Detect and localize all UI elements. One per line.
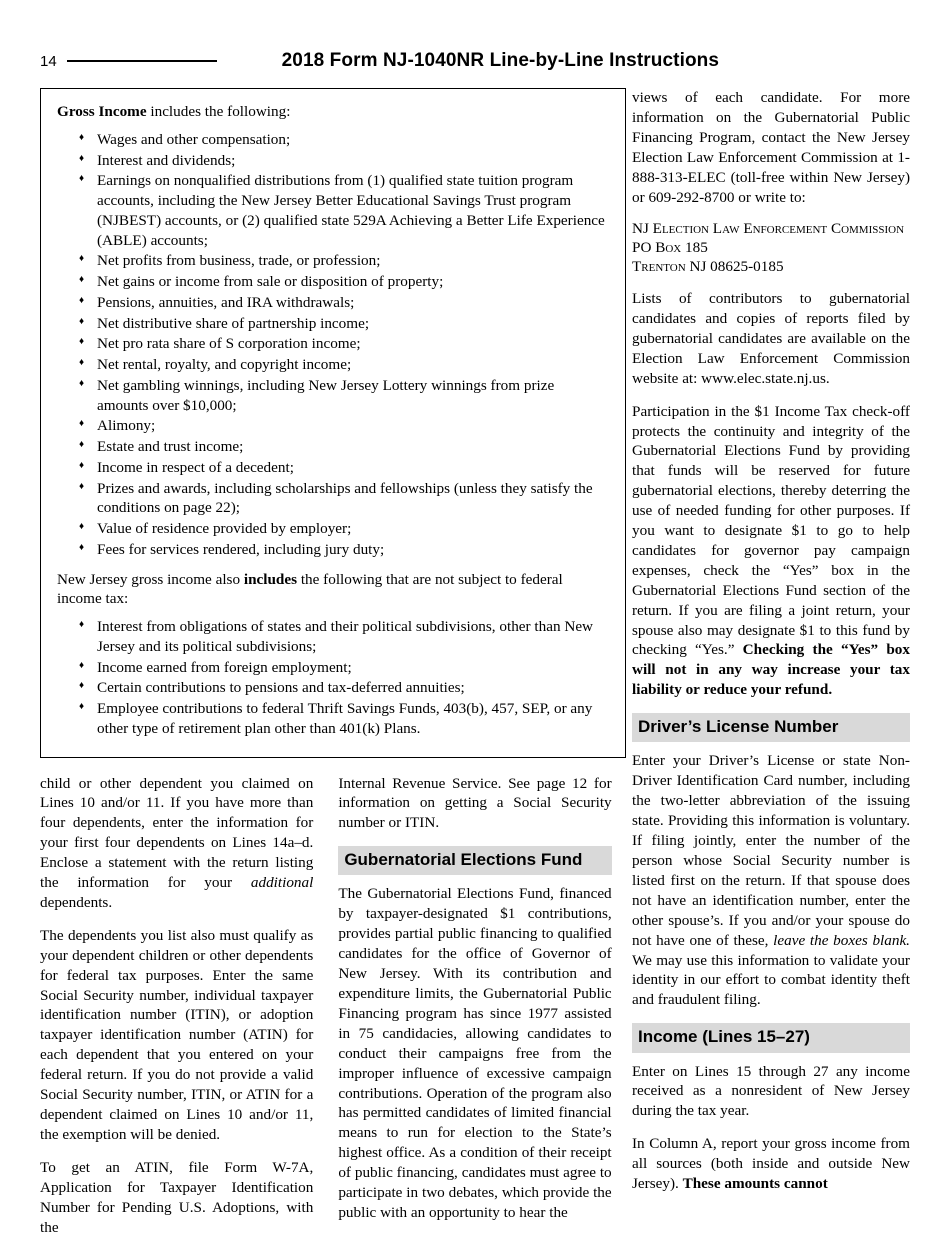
right-paragraph-3 [632, 402, 910, 701]
list-item: ♦ Income in respect of a decedent; [79, 458, 609, 478]
list-item: ♦ Employee contributions to federal Thrift Savings Funds, 403(b), 457, SEP, or any other type of retirement plan other than 401(k) Plans. [79, 699, 609, 739]
page-number: 14 [40, 52, 57, 70]
second-intro-text-b: the following that are not subject to federal income tax: [57, 570, 563, 608]
right-paragraph-6-text: In Column A, report your gross income from all sources (both inside and outside New Jersey). [632, 1135, 910, 1193]
list-item: ♦ Income earned from foreign employment; [79, 658, 609, 678]
right-paragraph-4-text-b: We may use this information to validate your identity in our effort to combat identity theft and fraudulent filing. [632, 951, 910, 1009]
list-item: ♦ Net profits from business, trade, or profession; [79, 251, 609, 271]
right-paragraph-4-italic: leave the boxes blank. [773, 931, 910, 949]
address-line-2: PO Box 185 [632, 238, 708, 256]
list-item: ♦ Certain contributions to pensions and tax-deferred annuities; [79, 678, 609, 698]
right-paragraph-4-text-a: Enter your Driver’s License or state Non-Driver Identification Card number, including the two-letter abbreviation of the issuing state. Providing this information is voluntary. If filing jointly, enter the number of the person whose Social Security number is listed first on the return. If that spouse does not have an identification number, enter the other spouse’s. If you and/or your spouse do not have one of these, [632, 752, 910, 949]
address-line-3: Trenton NJ 08625-0185 [632, 257, 784, 275]
left-paragraph-1-text-a: child or other dependent you claimed on Lines 10 and/or 11. If you have more than four dependents, enter the information for your first four dependents on Lines 14a–d. Enclose a statement with the return listing the information for your [40, 774, 314, 892]
right-paragraph-4 [632, 751, 910, 1010]
gross-income-intro [57, 102, 609, 122]
list-item: ♦ Value of residence provided by employer; [79, 519, 609, 539]
right-paragraph-3-bold: Checking the “Yes” box will not in any way increase your tax liability or reduce your refund. [632, 641, 910, 699]
gross-income-intro-bold: Gross Income [57, 103, 147, 120]
mid-paragraph-2: The Gubernatorial Elections Fund, financed by taxpayer-designated $1 contributions, provides partial public financing to qualified candidates for the office of Governor of New Jersey. With its contribution and expenditure limits, the Gubernatorial Public Financing program has since 1977 assisted in 75 candidacies, allowing candidates to conduct their campaigns free from the improper influence of excessive campaign contributions. Operation of the program also has permitted candidates of limited financial means to run for election to the State’s highest office. As a condition of their receipt of public financing, candidates must agree to participate in two debates, which provide the public with an opportunity to hear the [338, 885, 612, 1221]
left-paragraph-1-italic: additional [250, 874, 314, 892]
left-column [40, 774, 313, 1251]
list-item: ♦ Net rental, royalty, and copyright income; [79, 355, 609, 375]
left-paragraph-1-text-b: dependents. [40, 893, 113, 911]
left-paragraph-1 [40, 774, 313, 913]
left-paragraph-3: To get an ATIN, file Form W-7A, Application for Taxpayer Identification Number for Pending U.S. Adoptions, with the [40, 1158, 314, 1236]
list-item: ♦ Fees for services rendered, including jury duty; [79, 540, 609, 560]
right-paragraph-5: Enter on Lines 15 through 27 any income received as a nonresident of New Jersey during the tax year. [632, 1062, 910, 1120]
mid-paragraph-1: Internal Revenue Service. See page 12 for information on getting a Social Security number or ITIN. [338, 774, 612, 832]
right-column [632, 88, 910, 1207]
right-paragraph-3-text: Participation in the $1 Income Tax check-off protects the continuity and integrity of the Gubernatorial Elections Fund by providing that funds will be reserved for future gubernatorial elections, thereby deterring the use of needed funding for other purposes. If you want to designate $1 to go to help candidates for governor pay campaign expenses, check the “Yes” box in the Gubernatorial Elections Fund section of the return. If you are filing a joint return, your spouse also may designate $1 to this fund by checking “Yes.” [632, 402, 910, 659]
list-item: ♦ Pensions, annuities, and IRA withdrawals; [79, 293, 609, 313]
list-item: ♦ Interest from obligations of states and their political subdivisions, other than New Jersey and its political subdivisions; [79, 617, 609, 657]
heading-drivers-license-number: Driver’s License Number [632, 713, 910, 742]
second-intro-text-a: New Jersey gross income also [57, 570, 244, 588]
list-item: ♦ Alimony; [79, 416, 609, 436]
right-paragraph-6 [632, 1134, 910, 1194]
right-paragraph-2: Lists of contributors to gubernatorial candidates and copies of reports filed by gubernatorial candidates are available on the Election Law Enforcement Commission website at: www.elec.state.nj.us. [632, 290, 910, 387]
right-paragraph-1: views of each candidate. For more information on the Gubernatorial Public Financing Program, contact the New Jersey Election Law Enforcement Commission at 1-888-313-ELEC (toll-free within New Jersey) or 609-292-8700 or write to: [632, 89, 910, 206]
second-intro-bold: includes [243, 570, 298, 588]
gross-income-list [57, 130, 609, 560]
left-paragraph-2: The dependents you list also must qualify as your dependent children or other dependents for federal tax purposes. Enter the same Social Security number, individual taxpayer identification number (ITIN), or adoption taxpayer identification number (ATIN) for each dependent that you entered on your federal return. If you do not provide a valid Social Security number, ITIN, or ATIN for a dependent claimed on Lines 10 and/or 11, the exemption will be denied. [40, 926, 314, 1143]
page-header [40, 44, 910, 78]
heading-income-lines-15-27: Income (Lines 15–27) [632, 1023, 910, 1052]
middle-column [338, 774, 611, 1251]
gross-income-callout-box [40, 88, 626, 758]
list-item: ♦ Earnings on nonqualified distributions from (1) qualified state tuition program accounts, including the New Jersey Better Educational Savings Trust program (NJBEST) accounts, or (2) qualified state 529A Achieving a Better Life Experience (ABLE) accounts; [79, 171, 609, 250]
header-rule [67, 60, 217, 62]
list-item: ♦ Interest and dividends; [79, 151, 609, 171]
list-item: ♦ Estate and trust income; [79, 437, 609, 457]
elec-address-block [632, 220, 910, 276]
gross-income-second-intro [57, 570, 609, 610]
list-item: ♦ Prizes and awards, including scholarships and fellowships (unless they satisfy the conditions on page 22); [79, 479, 609, 519]
list-item: ♦ Net distributive share of partnership income; [79, 314, 609, 334]
list-item: ♦ Net gains or income from sale or disposition of property; [79, 272, 609, 292]
page-title: 2018 Form NJ-1040NR Line-by-Line Instructions [281, 50, 720, 71]
page-body [40, 88, 910, 1250]
gross-income-intro-rest: includes the following: [146, 103, 291, 120]
list-item: ♦ Net pro rata share of S corporation income; [79, 334, 609, 354]
address-line-1: NJ Election Law Enforcement Commission [632, 220, 905, 238]
list-item: ♦ Net gambling winnings, including New Jersey Lottery winnings from prize amounts over $10,000; [79, 376, 609, 416]
heading-gubernatorial-elections-fund: Gubernatorial Elections Fund [338, 846, 611, 875]
list-item: ♦ Wages and other compensation; [79, 130, 609, 150]
right-paragraph-6-bold: These amounts cannot [682, 1175, 828, 1193]
non-federal-income-list [57, 617, 609, 739]
